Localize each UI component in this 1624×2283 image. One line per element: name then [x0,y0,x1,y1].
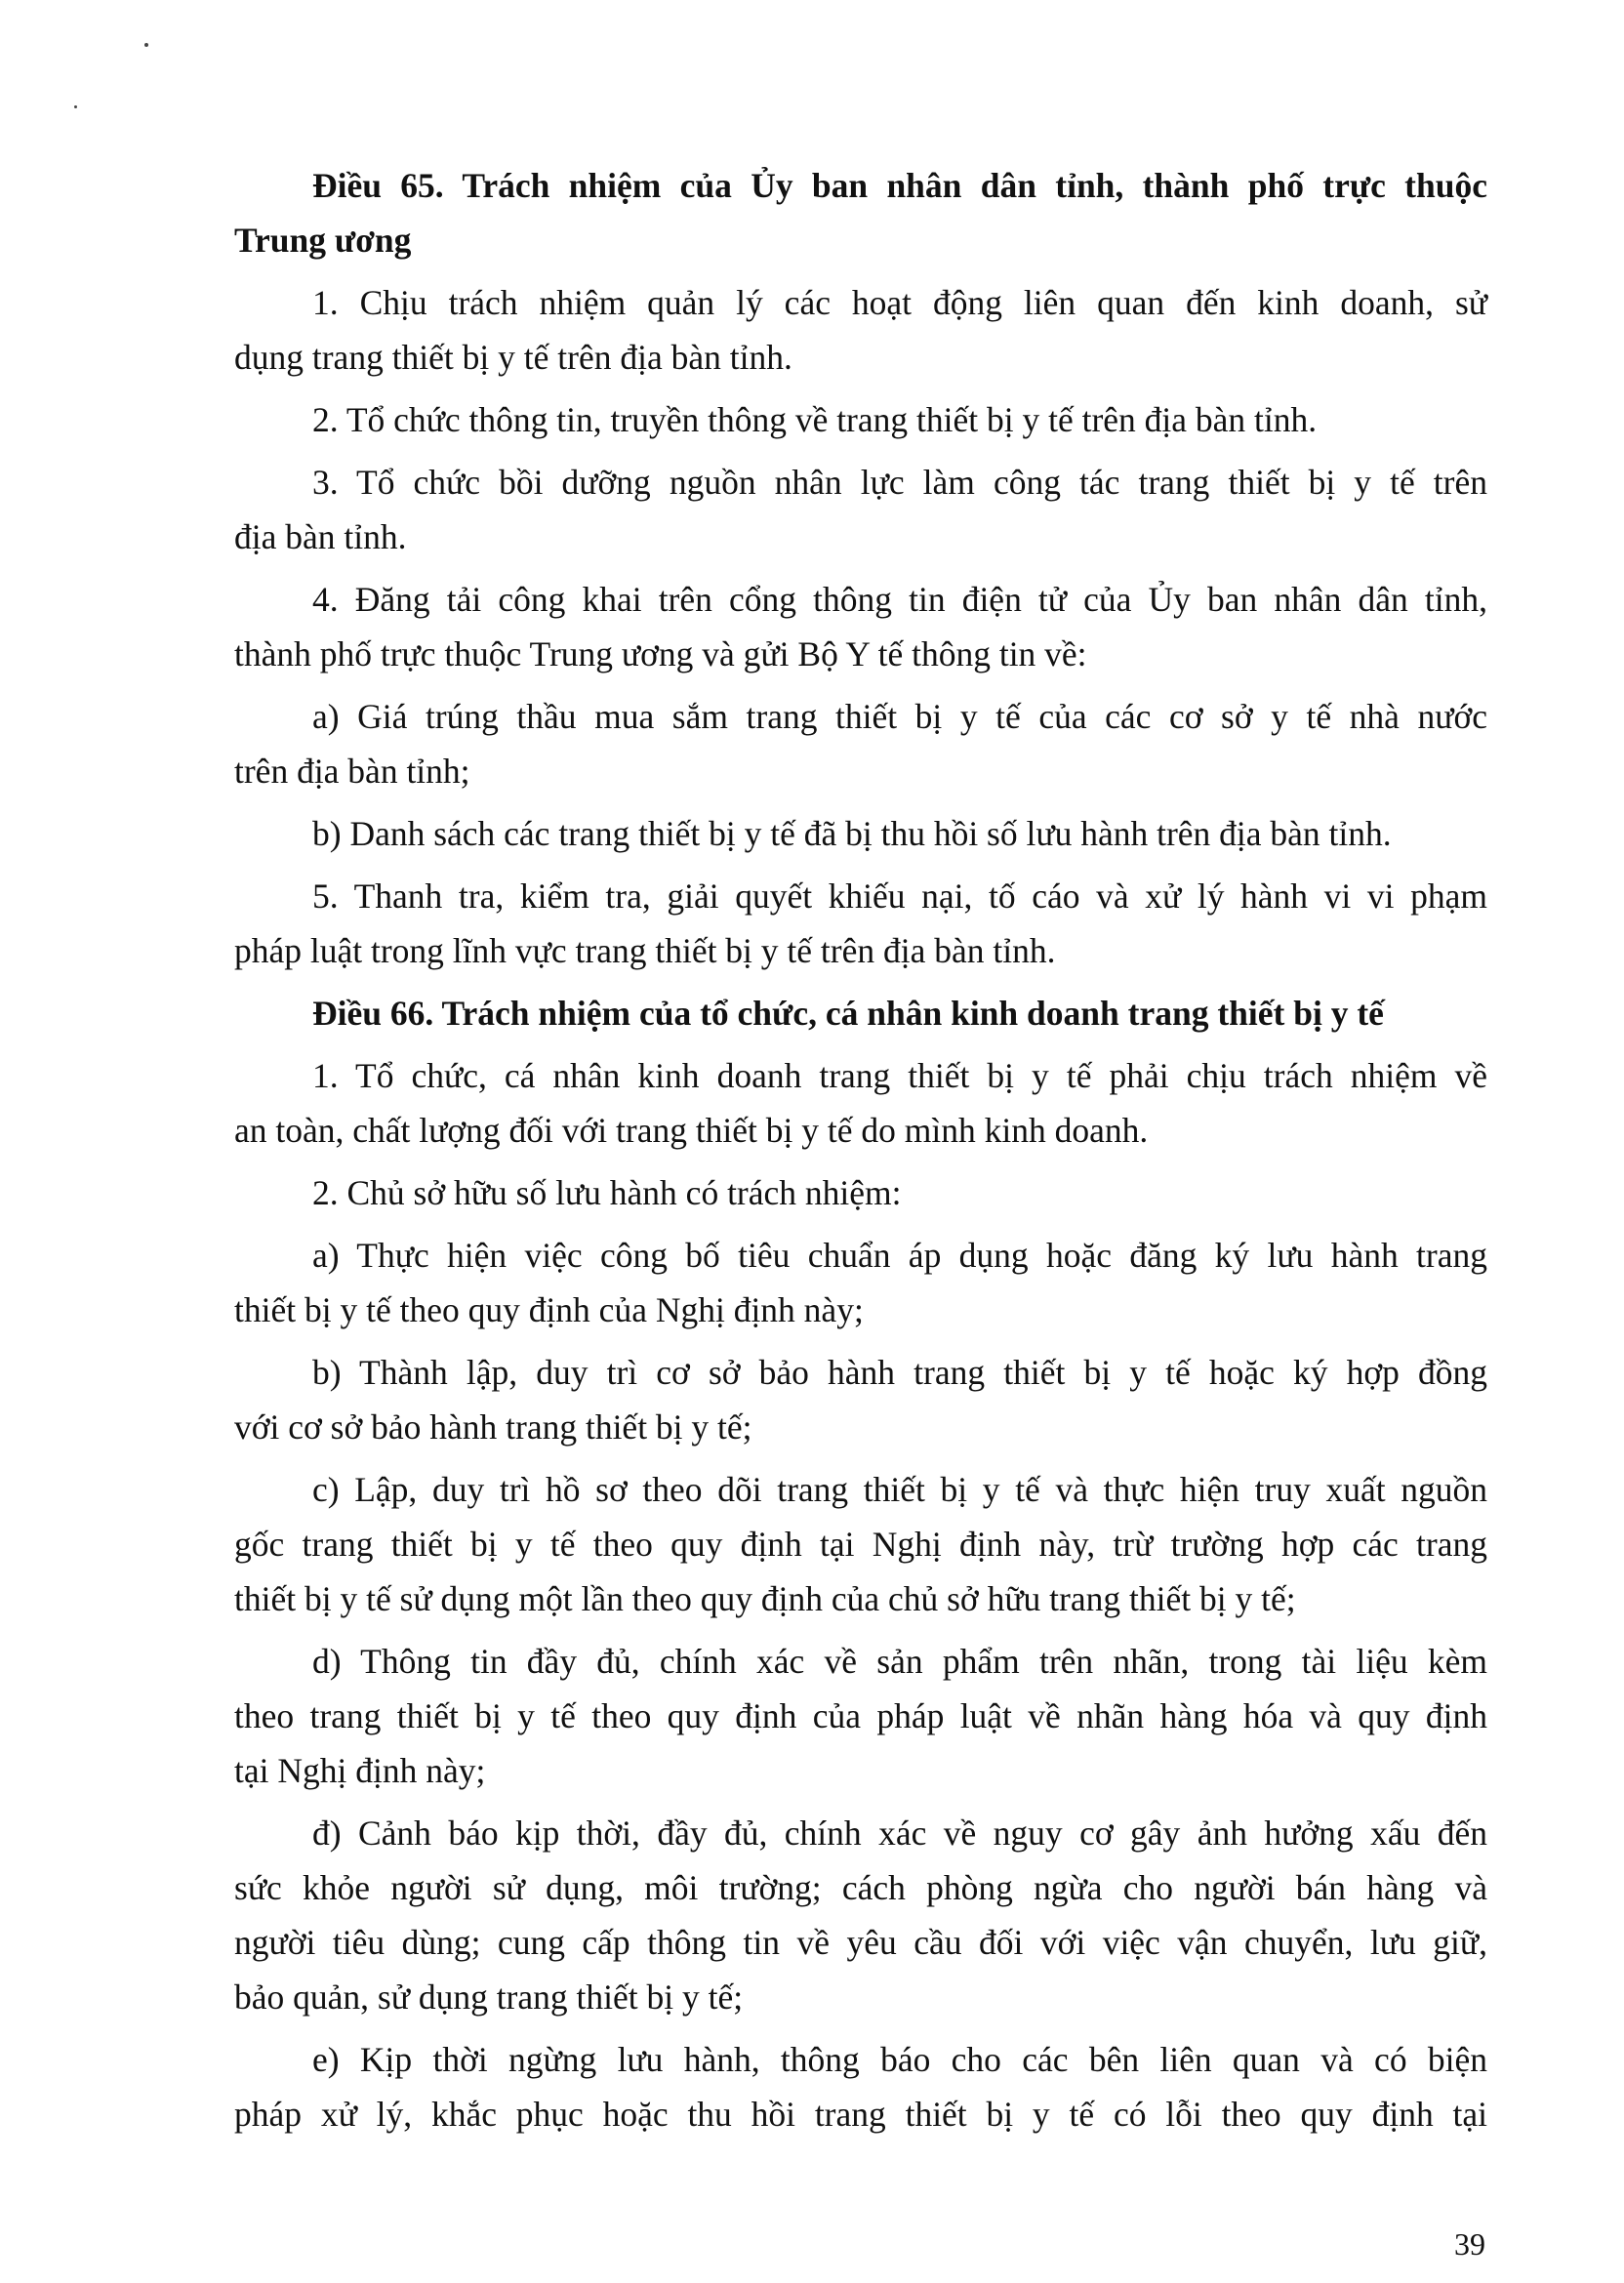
article-66-clause-1-cont: an toàn, chất lượng đối với trang thiết bị y tế do mình kinh doanh. [234,1111,1149,1150]
scan-speck [74,105,77,108]
article-66-point-c: c) Lập, duy trì hồ sơ theo dõi trang thiết bị y tế và thực hiện truy xuất nguồn [312,1470,1487,1509]
article-66-point-dd: đ) Cảnh báo kịp thời, đầy đủ, chính xác về nguy cơ gây ảnh hưởng xấu đến [312,1814,1487,1853]
article-66-point-a: a) Thực hiện việc công bố tiêu chuẩn áp dụng hoặc đăng ký lưu hành trang [312,1236,1487,1275]
article-66 [234,986,1487,2141]
page-number: 39 [1454,2226,1485,2262]
article-66-point-e: e) Kịp thời ngừng lưu hành, thông báo cho các bên liên quan và có biện [312,2040,1487,2079]
article-65-heading-line-2: Trung ương [234,221,412,260]
article-65-clause-3-cont: địa bàn tỉnh. [234,517,407,556]
article-66-point-dd-cont-1: sức khỏe người sử dụng, môi trường; cách phòng ngừa cho người bán hàng và [234,1868,1487,1907]
article-65-clause-1-cont: dụng trang thiết bị y tế trên địa bàn tỉnh. [234,338,792,377]
article-66-point-dd-cont-3: bảo quản, sử dụng trang thiết bị y tế; [234,1977,744,2017]
article-65-clause-3: 3. Tổ chức bồi dưỡng nguồn nhân lực làm công tác trang thiết bị y tế trên [312,463,1487,502]
article-65-clause-2: 2. Tổ chức thông tin, truyền thông về trang thiết bị y tế trên địa bàn tỉnh. [312,400,1318,439]
article-65-clause-5-cont: pháp luật trong lĩnh vực trang thiết bị y tế trên địa bàn tỉnh. [234,931,1056,970]
article-66-point-dd-cont-2: người tiêu dùng; cung cấp thông tin về yêu cầu đối với việc vận chuyển, lưu giữ, [234,1923,1487,1962]
article-66-point-b-cont: với cơ sở bảo hành trang thiết bị y tế; [234,1407,752,1447]
article-65 [234,158,1487,978]
article-65-point-b: b) Danh sách các trang thiết bị y tế đã bị thu hồi số lưu hành trên địa bàn tỉnh. [312,814,1392,853]
article-65-point-a-cont: trên địa bàn tỉnh; [234,752,470,791]
article-66-point-d-cont-1: theo trang thiết bị y tế theo quy định của pháp luật về nhãn hàng hóa và quy định [234,1696,1487,1735]
article-66-point-e-cont: pháp xử lý, khắc phục hoặc thu hồi trang thiết bị y tế có lỗi theo quy định tại [234,2095,1487,2134]
document-page [234,158,1487,2141]
article-65-clause-4-cont: thành phố trực thuộc Trung ương và gửi Bộ Y tế thông tin về: [234,634,1087,673]
article-66-point-a-cont: thiết bị y tế theo quy định của Nghị định này; [234,1290,864,1329]
article-66-point-b: b) Thành lập, duy trì cơ sở bảo hành trang thiết bị y tế hoặc ký hợp đồng [312,1353,1487,1392]
article-65-heading-line-1: Điều 65. Trách nhiệm của Ủy ban nhân dân tỉnh, thành phố trực thuộc [312,166,1487,205]
article-65-point-a: a) Giá trúng thầu mua sắm trang thiết bị y tế của các cơ sở y tế nhà nước [312,697,1487,736]
article-66-clause-1: 1. Tổ chức, cá nhân kinh doanh trang thiết bị y tế phải chịu trách nhiệm về [312,1056,1487,1095]
article-66-point-d: d) Thông tin đầy đủ, chính xác về sản phẩm trên nhãn, trong tài liệu kèm [312,1642,1487,1681]
article-65-clause-4: 4. Đăng tải công khai trên cổng thông tin điện tử của Ủy ban nhân dân tỉnh, [312,580,1487,619]
article-66-heading: Điều 66. Trách nhiệm của tổ chức, cá nhân kinh doanh trang thiết bị y tế [312,994,1384,1033]
article-66-clause-2: 2. Chủ sở hữu số lưu hành có trách nhiệm: [312,1173,902,1212]
article-66-point-c-cont-1: gốc trang thiết bị y tế theo quy định tại Nghị định này, trừ trường hợp các trang [234,1525,1487,1564]
article-66-point-d-cont-2: tại Nghị định này; [234,1751,486,1790]
article-66-point-c-cont-2: thiết bị y tế sử dụng một lần theo quy định của chủ sở hữu trang thiết bị y tế; [234,1579,1296,1618]
scan-speck [144,43,148,47]
article-65-clause-1: 1. Chịu trách nhiệm quản lý các hoạt động liên quan đến kinh doanh, sử [312,283,1487,322]
article-65-clause-5: 5. Thanh tra, kiểm tra, giải quyết khiếu nại, tố cáo và xử lý hành vi vi phạm [312,877,1487,916]
